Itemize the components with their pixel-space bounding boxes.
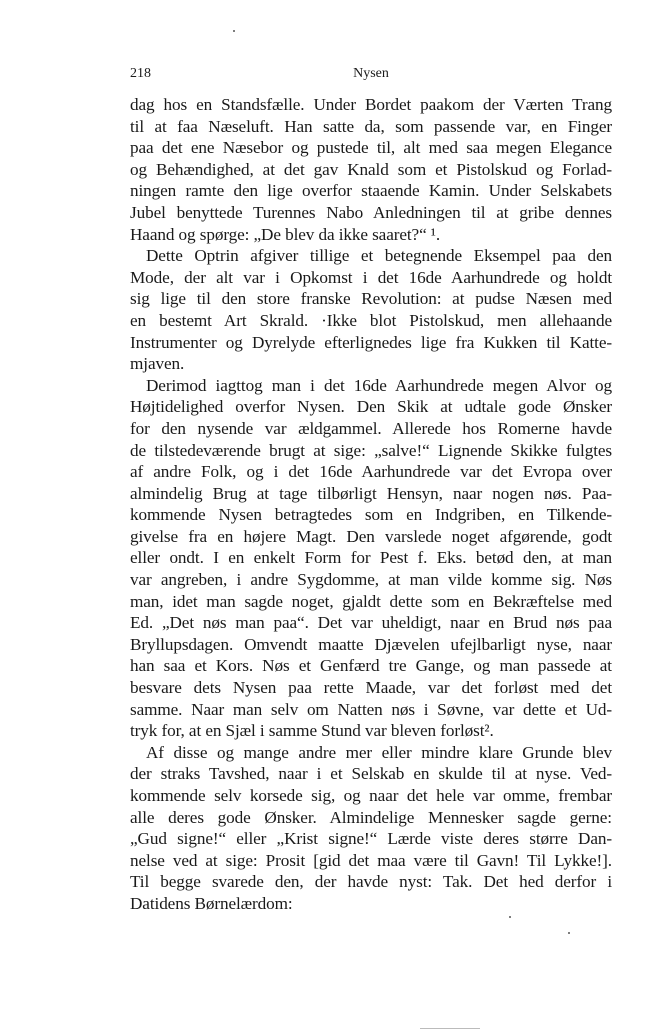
- page-edge-mark: [420, 1028, 480, 1029]
- page-number: 218: [130, 66, 151, 81]
- text-line: en bestemt Art Skrald. ·Ikke blot Pistolskud, men allehaande: [130, 310, 612, 330]
- text-line: og Behændighed, at det gav Knald som et Pistolskud og Forlad-: [130, 159, 612, 179]
- text-line: mjaven.: [130, 354, 185, 374]
- running-head: [130, 64, 612, 84]
- body-text: [130, 94, 612, 915]
- text-line: kommende Nysen betragtedes som en Indgriben, en Tilkende-: [130, 505, 612, 525]
- running-title: Nysen: [353, 66, 389, 81]
- print-speck: [509, 916, 511, 918]
- text-line: Instrumenter og Dyrelyde efterlignedes lige fra Kukken til Katte-: [130, 332, 612, 352]
- text-line: nelse ved at sige: Prosit [gid det maa være til Gavn! Til Lykke!].: [130, 850, 612, 870]
- text-line: Af disse og mange andre mer eller mindre klare Grunde blev: [146, 742, 612, 762]
- text-line: Haand og spørge: „De blev da ikke saaret?“ ¹.: [130, 224, 441, 244]
- text-line: til at faa Næseluft. Han satte da, som passende var, en Finger: [130, 116, 612, 136]
- text-line: var angreben, i andre Sygdomme, at man vilde komme sig. Nøs: [130, 570, 612, 590]
- text-line: eller ondt. I en enkelt Form for Pest f. Eks. betød den, at man: [130, 548, 612, 568]
- print-speck: [233, 30, 235, 32]
- text-line: kommende selv korsede sig, og naar det hele var omme, frembar: [130, 786, 612, 805]
- text-line: Til begge svarede den, der havde nyst: Tak. Det hed derfor i: [130, 872, 612, 892]
- text-line: Højtidelighed overfor Nysen. Den Skik at udtale gode Ønsker: [130, 397, 612, 417]
- text-line: paa det ene Næsebor og pustede til, alt med saa megen Elegance: [130, 138, 612, 158]
- text-line: ningen ramte den lige overfor staaende Kamin. Under Selskabets: [130, 181, 612, 201]
- text-line: for den nysende var ældgammel. Allerede hos Romerne havde: [130, 418, 612, 438]
- text-line: han saa et Kors. Nøs et Genfærd tre Gange, og man passede at: [130, 656, 612, 676]
- text-line: Datidens Børnelærdom:: [130, 893, 293, 913]
- text-line: man, idet man sagde noget, gjaldt dette som en Bekræftelse med: [130, 591, 612, 611]
- print-speck: [568, 932, 570, 934]
- text-line: dag hos en Standsfælle. Under Bordet paakom der Værten Trang: [130, 95, 612, 114]
- text-line: Bryllupsdagen. Omvendt maatte Djævelen ufejlbarligt nyse, naar: [130, 634, 612, 654]
- text-line: samme. Naar man selv om Natten nøs i Søvne, var dette et Ud-: [130, 699, 612, 719]
- text-line: besvare dets Nysen paa rette Maade, var det forløst med det: [130, 678, 612, 698]
- text-line: Dette Optrin afgiver tillige et betegnende Eksempel paa den: [146, 246, 612, 266]
- text-line: almindelig Brug at tage tilbørligt Hensyn, naar nogen nøs. Paa-: [130, 483, 612, 503]
- text-line: Mode, der alt var i Opkomst i det 16de Aarhundrede og holdt: [130, 267, 612, 287]
- text-line: de tilstedeværende brugt at sige: „salve!“ Lignende Skikke fulgtes: [130, 440, 612, 460]
- text-line: alle deres gode Ønsker. Almindelige Mennesker sagde gerne:: [130, 807, 612, 827]
- text-line: Jubel benyttede Turennes Nabo Anledningen til at gribe dennes: [130, 202, 612, 222]
- text-line: Derimod iagttog man i det 16de Aarhundrede megen Alvor og: [146, 375, 612, 395]
- text-line: Ed. „Det nøs man paa“. Det var uheldigt, naar en Brud nøs paa: [130, 613, 612, 633]
- text-line: sig lige til den store franske Revolution: at pudse Næsen med: [130, 289, 612, 309]
- text-line: „Gud signe!“ eller „Krist signe!“ Lærde viste deres større Dan-: [130, 829, 612, 849]
- text-line: tryk for, at en Sjæl i samme Stund var bleven forløst².: [130, 721, 494, 741]
- text-line: givelse fra en højere Magt. Den varslede noget afgørende, godt: [130, 526, 612, 546]
- text-line: af andre Folk, og i det 16de Aarhundrede var det Evropa over: [130, 462, 612, 482]
- text-line: der straks Tavshed, naar i et Selskab en skulde til at nyse. Ved-: [130, 764, 612, 784]
